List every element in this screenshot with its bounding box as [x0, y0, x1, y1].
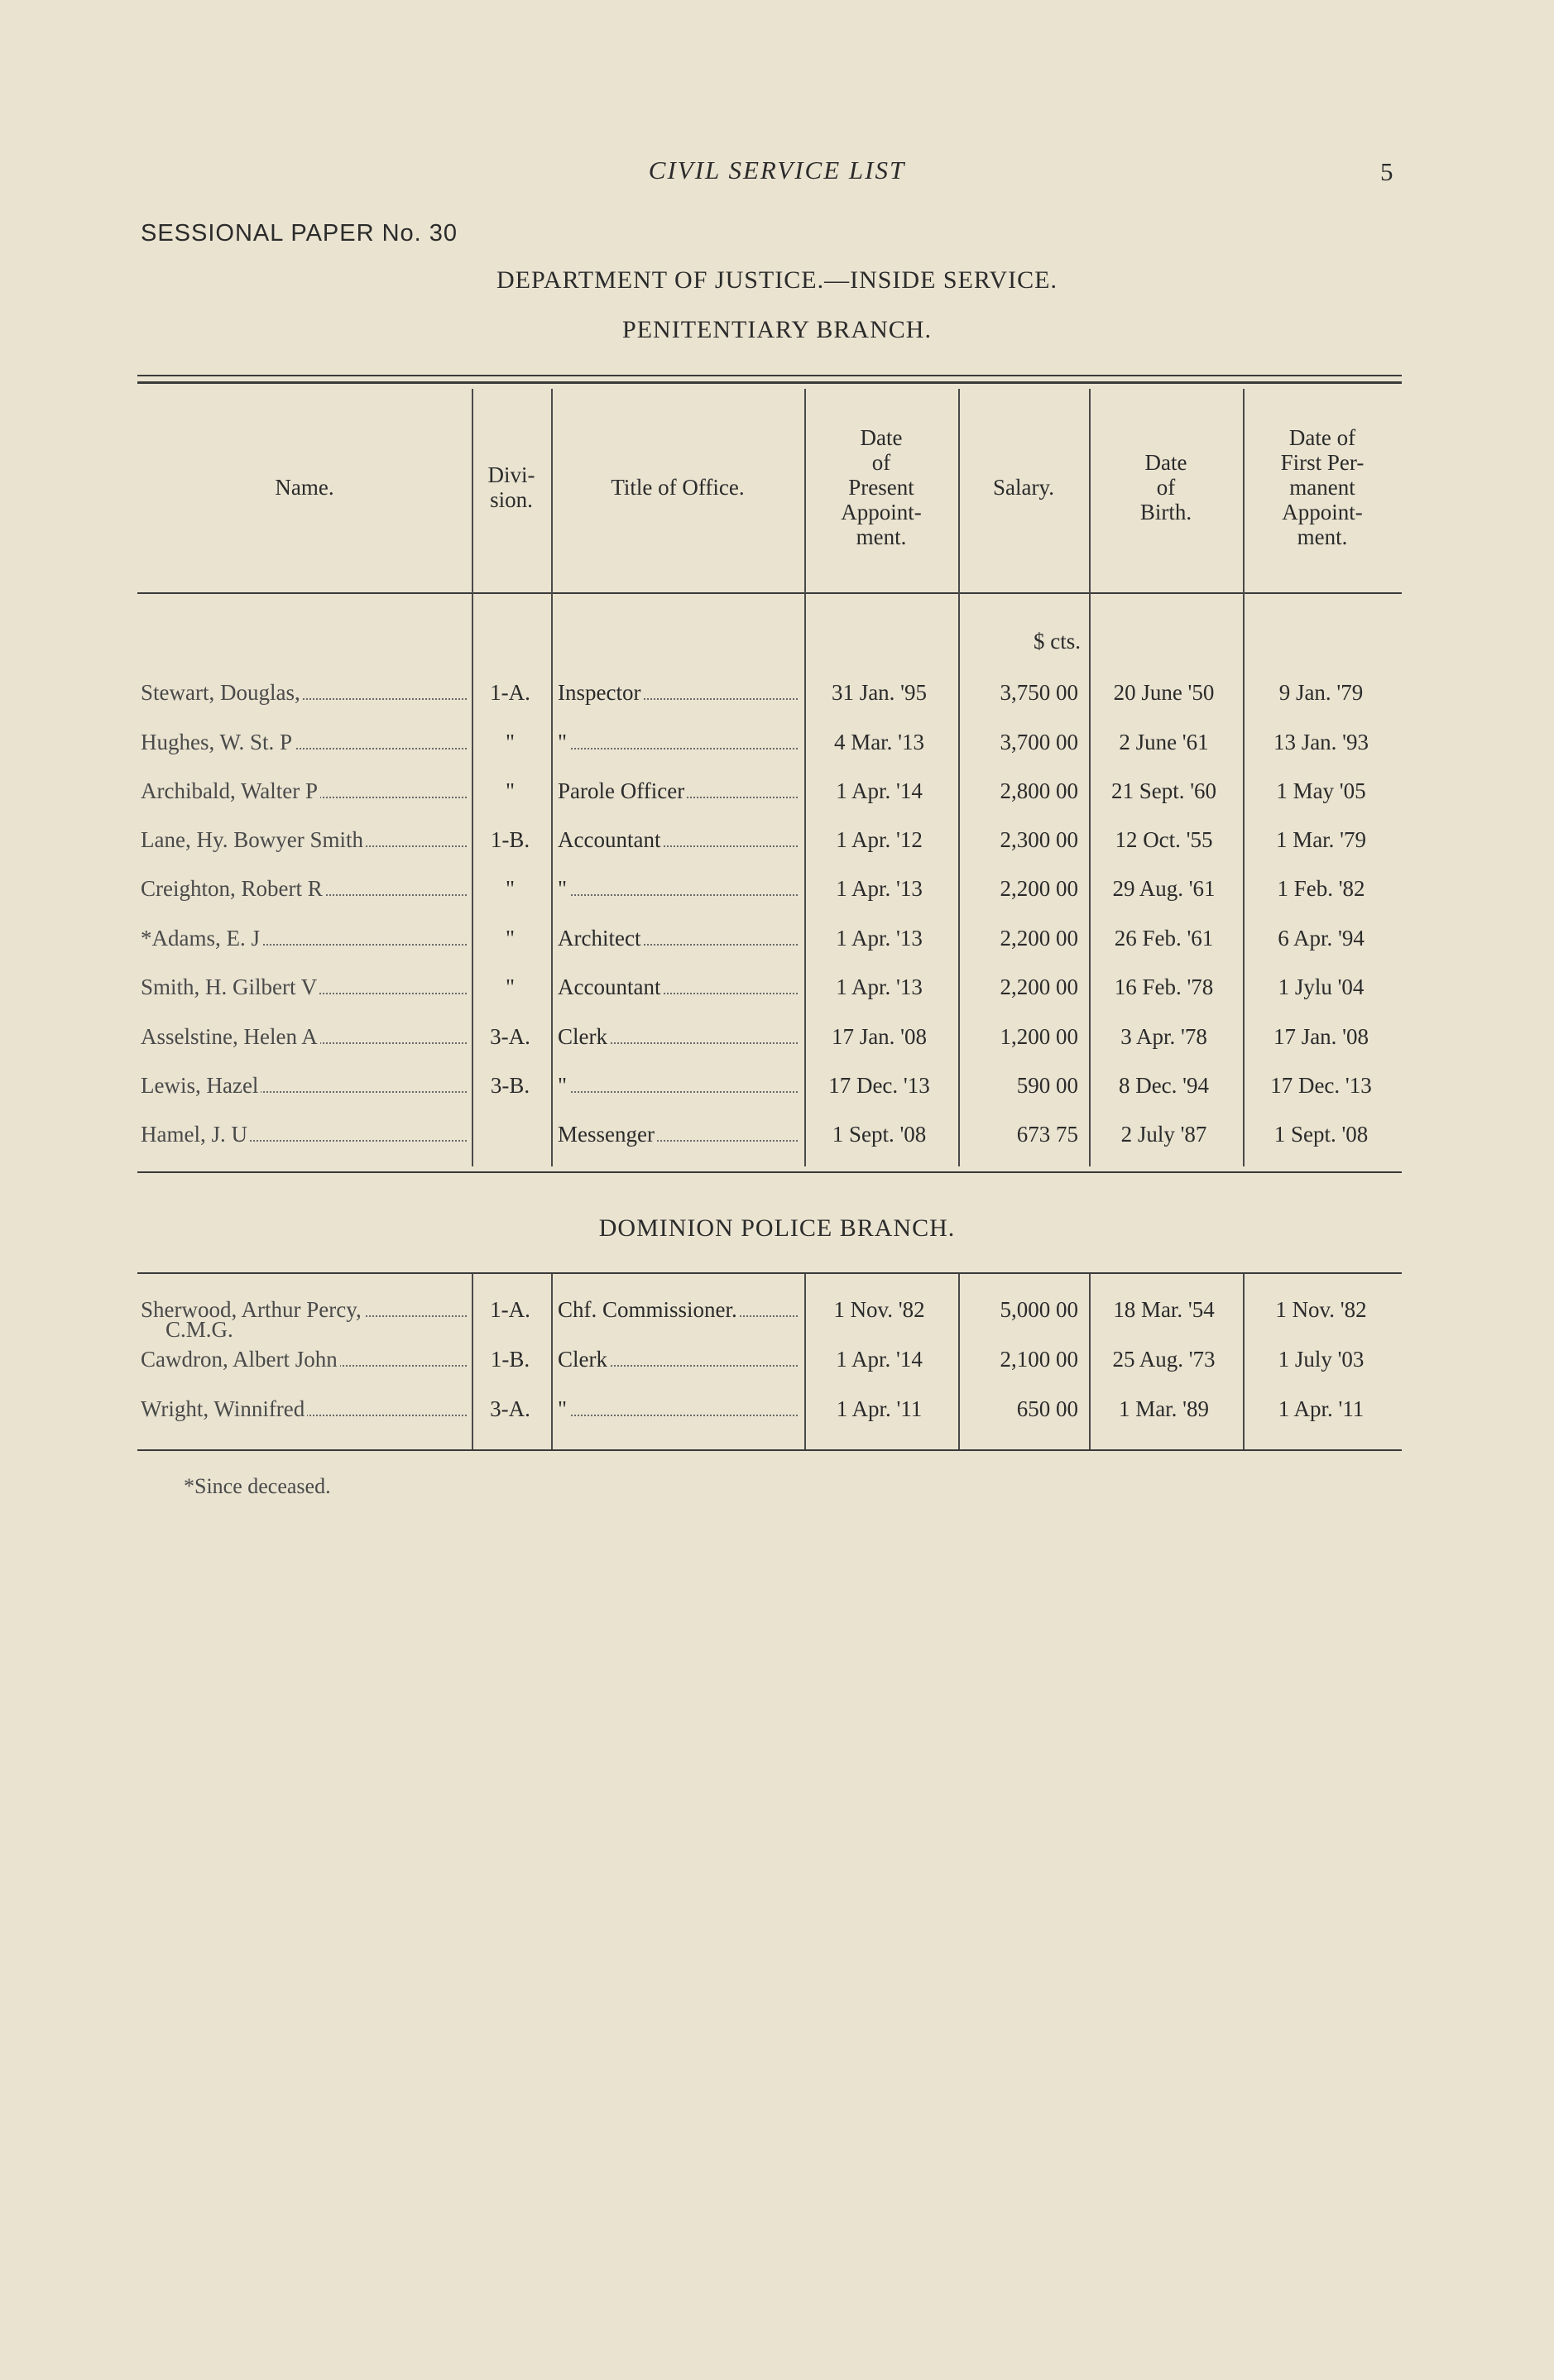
dot-leader [558, 1415, 798, 1416]
table-cell-division [473, 874, 549, 903]
cell-text: " [558, 1396, 569, 1421]
cell-text: 3-B. [491, 1073, 532, 1098]
cell-text: 1 Jylu '04 [1278, 975, 1367, 999]
table-cell-division [473, 973, 549, 1001]
table-cell-first [1245, 1071, 1400, 1099]
table-cell-first [1245, 973, 1400, 1001]
header-bottom-rule [137, 592, 1402, 594]
cell-text: 25 Aug. '73 [1112, 1347, 1217, 1372]
column-header-birth: Date of Birth. [1139, 450, 1192, 524]
column-header-name: Name. [275, 475, 334, 500]
table-cell-name [141, 826, 470, 854]
table-cell-salary [960, 924, 1081, 952]
cell-text: 1 Apr. '13 [836, 926, 925, 951]
table-cell-birth [1091, 1295, 1240, 1324]
table-cell-name [141, 678, 470, 706]
dot-leader [558, 1091, 798, 1093]
table-cell-name [141, 874, 470, 903]
table-cell-title [558, 1071, 801, 1099]
table-cell-birth [1091, 1022, 1240, 1051]
penitentiary-branch-title: PENITENTIARY BRANCH. [622, 316, 932, 343]
table-cell-title [558, 924, 801, 952]
cell-text: " [506, 975, 517, 999]
cell-text: 1 Sept. '08 [832, 1122, 929, 1147]
table-cell-salary [960, 973, 1081, 1001]
table-cell-division [473, 678, 549, 706]
table-cell-division [473, 1022, 549, 1051]
cell-text: " [506, 876, 517, 901]
table-cell-name [141, 728, 470, 756]
table-cell-birth [1091, 1395, 1240, 1423]
dot-leader [558, 748, 798, 749]
cell-text: Smith, H. Gilbert V [141, 975, 319, 999]
cell-text: Accountant [558, 827, 663, 852]
cell-text: 4 Mar. '13 [834, 730, 927, 754]
running-title: CIVIL SERVICE LIST [648, 156, 906, 184]
cell-text: 1 Mar. '79 [1276, 827, 1369, 852]
cell-text: Clerk [558, 1347, 610, 1372]
table-cell-birth [1091, 1120, 1240, 1148]
table-cell-salary [960, 874, 1081, 903]
cell-text: Chf. Commissioner. [558, 1297, 740, 1322]
table-cell-division [473, 777, 549, 805]
table-cell-division [473, 1295, 549, 1324]
table-cell-present [806, 1395, 955, 1423]
cell-text: 1 Apr. '14 [836, 1347, 925, 1372]
footnote: *Since deceased. [184, 1474, 331, 1498]
table-cell-first [1245, 1395, 1400, 1423]
cell-text: 1 Feb. '82 [1277, 876, 1367, 901]
table-cell-present [806, 777, 955, 805]
table-cell-present [806, 1071, 955, 1099]
cell-text: 9 Jan. '79 [1279, 680, 1366, 705]
table-cell-salary [960, 728, 1081, 756]
cell-text: Clerk [558, 1024, 610, 1049]
cell-text: 17 Dec. '13 [1270, 1073, 1374, 1098]
table-cell-first [1245, 678, 1400, 706]
cell-text: 1 Apr. '12 [836, 827, 925, 852]
table-cell-present [806, 1345, 955, 1373]
cell-text: 1 Nov. '82 [833, 1297, 927, 1322]
cell-text: Architect [558, 926, 643, 951]
cell-text: 1-B. [491, 827, 532, 852]
table-cell-salary [960, 1120, 1081, 1148]
table-cell-present [806, 1120, 955, 1148]
cell-text: 673 75 [1017, 1122, 1081, 1147]
cell-text: 1 May '05 [1276, 778, 1368, 803]
table-cell-title [558, 728, 801, 756]
cell-text: 3 Apr. '78 [1120, 1024, 1210, 1049]
cell-text: " [558, 730, 569, 754]
cell-text: *Adams, E. J [141, 926, 262, 951]
table-cell-birth [1091, 678, 1240, 706]
table-cell-title [558, 1345, 801, 1373]
sessional-paper-label: SESSIONAL PAPER No. 30 [141, 220, 458, 247]
cell-text: 1-A. [490, 1297, 533, 1322]
cell-text: 8 Dec. '94 [1119, 1073, 1211, 1098]
cell-text: 1 Apr. '14 [836, 778, 925, 803]
table-cell-division [473, 924, 549, 952]
table-cell-present [806, 1022, 955, 1051]
column-header-first-appointment: Date of First Per- manent Appoint- ment. [1280, 425, 1365, 549]
cell-text: " [558, 876, 569, 901]
cell-text: 12 Oct. '55 [1115, 827, 1215, 852]
cell-text: 3,700 00 [1000, 730, 1082, 754]
cell-text: 2,200 00 [1000, 926, 1082, 951]
cell-text: 3-A. [490, 1396, 533, 1421]
cell-text: Lane, Hy. Bowyer Smith [141, 827, 366, 852]
column-divider [551, 1274, 553, 1449]
cell-text: 1 Nov. '82 [1275, 1297, 1369, 1322]
cell-text: 590 00 [1017, 1073, 1081, 1098]
police-branch-title: DOMINION POLICE BRANCH. [598, 1214, 956, 1242]
table-cell-title [558, 1022, 801, 1051]
cell-text: 3-A. [490, 1024, 533, 1049]
table-cell-first [1245, 1295, 1400, 1324]
cell-text: " [558, 1073, 569, 1098]
table-cell-birth [1091, 924, 1240, 952]
cell-text: 2,200 00 [1000, 876, 1082, 901]
cell-text: Stewart, Douglas, [141, 680, 303, 705]
table-cell-title [558, 826, 801, 854]
table-cell-name [141, 1345, 470, 1373]
cell-text: 21 Sept. '60 [1111, 778, 1219, 803]
table-cell-first [1245, 1120, 1400, 1148]
column-header-salary: Salary. [993, 475, 1054, 500]
column-header-division: Divi- sion. [487, 462, 535, 512]
table-cell-salary [960, 1345, 1081, 1373]
cell-text: Hamel, J. U [141, 1122, 250, 1147]
table-cell-present [806, 678, 955, 706]
cell-text: 13 Jan. '93 [1273, 730, 1371, 754]
table-cell-first [1245, 826, 1400, 854]
cell-text: 17 Jan. '08 [1273, 1024, 1371, 1049]
dot-leader [558, 894, 798, 896]
table-top-rule [137, 375, 1402, 376]
table-cell-birth [1091, 874, 1240, 903]
cell-text: 20 June '50 [1114, 680, 1217, 705]
table-cell-birth [1091, 826, 1240, 854]
table-cell-name [141, 1395, 470, 1423]
table-cell-first [1245, 874, 1400, 903]
table-cell-division [473, 1120, 549, 1148]
table-cell-title [558, 973, 801, 1001]
table-cell-birth [1091, 1071, 1240, 1099]
table-cell-present [806, 874, 955, 903]
penitentiary-bottom-rule [137, 1171, 1402, 1173]
cell-text: Messenger [558, 1122, 657, 1147]
table-cell-name [141, 777, 470, 805]
cell-text: 2,200 00 [1000, 975, 1082, 999]
cell-text: " [506, 926, 517, 951]
table-cell-birth [1091, 1345, 1240, 1373]
table-cell-first [1245, 728, 1400, 756]
cell-text: 2,800 00 [1000, 778, 1082, 803]
table-cell-salary [960, 1395, 1081, 1423]
cell-text: 17 Jan. '08 [832, 1024, 929, 1049]
table-cell-salary [960, 678, 1081, 706]
cell-text: Lewis, Hazel [141, 1073, 261, 1098]
table-cell-title [558, 777, 801, 805]
cell-text: 29 Aug. '61 [1112, 876, 1217, 901]
table-cell-name [141, 1120, 470, 1148]
table-cell-title [558, 678, 801, 706]
police-top-rule [137, 1272, 1402, 1274]
cell-text: Creighton, Robert R [141, 876, 325, 901]
cell-text: 1 Apr. '13 [836, 876, 925, 901]
cell-text: 26 Feb. '61 [1115, 926, 1216, 951]
cell-text: 31 Jan. '95 [832, 680, 929, 705]
cell-text: 1,200 00 [1000, 1024, 1082, 1049]
table-cell-division [473, 1071, 549, 1099]
cell-text: Parole Officer [558, 778, 687, 803]
cell-text: 17 Dec. '13 [828, 1073, 933, 1098]
cell-text: Inspector [558, 680, 643, 705]
table-cell-present [806, 728, 955, 756]
table-cell-name [141, 924, 470, 952]
table-cell-salary [960, 1022, 1081, 1051]
table-cell-name [141, 1022, 470, 1051]
table-cell-title [558, 1395, 801, 1423]
table-cell-name [141, 973, 470, 1001]
table-cell-first [1245, 1022, 1400, 1051]
column-header-title: Title of Office. [611, 475, 745, 500]
cell-text: Sherwood, Arthur Percy, [141, 1297, 364, 1322]
cell-text: 1-B. [491, 1347, 532, 1372]
table-cell-division [473, 1395, 549, 1423]
cell-text: Accountant [558, 975, 663, 999]
department-title: DEPARTMENT OF JUSTICE.—INSIDE SERVICE. [496, 266, 1058, 294]
salary-units-label: $ cts. [1034, 629, 1081, 654]
table-cell-salary [960, 1071, 1081, 1099]
cell-text: Asselstine, Helen A [141, 1024, 320, 1049]
cell-text: 18 Mar. '54 [1113, 1297, 1217, 1322]
column-divider [551, 389, 553, 1166]
cell-text: " [506, 778, 517, 803]
cell-text: 1 July '03 [1278, 1347, 1367, 1372]
table-cell-division [473, 1345, 549, 1373]
table-cell-salary [960, 777, 1081, 805]
table-cell-present [806, 973, 955, 1001]
cell-text: Archibald, Walter P [141, 778, 320, 803]
table-cell-title [558, 874, 801, 903]
table-cell-salary [960, 1295, 1081, 1324]
table-cell-division [473, 826, 549, 854]
cell-text: 1 Sept. '08 [1274, 1122, 1371, 1147]
cell-text: 6 Apr. '94 [1278, 926, 1367, 951]
table-cell-birth [1091, 728, 1240, 756]
table-cell-name [141, 1071, 470, 1099]
cell-text: Hughes, W. St. P [141, 730, 295, 754]
cell-text: 5,000 00 [1000, 1297, 1082, 1322]
page-number: 5 [1380, 157, 1393, 186]
cell-text: 2 July '87 [1121, 1122, 1210, 1147]
cell-text: 1-A. [490, 680, 533, 705]
cell-text: 2,300 00 [1000, 827, 1082, 852]
cell-text: 650 00 [1017, 1396, 1081, 1421]
table-cell-birth [1091, 777, 1240, 805]
table-cell-present [806, 1295, 955, 1324]
column-header-present-appointment: Date of Present Appoint- ment. [841, 425, 922, 549]
cell-text: 3,750 00 [1000, 680, 1082, 705]
cell-text: Cawdron, Albert John [141, 1347, 340, 1372]
cell-text: 1 Apr. '11 [837, 1396, 925, 1421]
cell-text: 2,100 00 [1000, 1347, 1082, 1372]
cell-text: " [506, 730, 517, 754]
police-bottom-rule [137, 1449, 1402, 1451]
table-cell-name-continuation: C.M.G. [165, 1317, 233, 1342]
table-cell-first [1245, 924, 1400, 952]
table-cell-present [806, 826, 955, 854]
table-cell-present [806, 924, 955, 952]
table-cell-division [473, 728, 549, 756]
cell-text [511, 1122, 513, 1147]
cell-text: 16 Feb. '78 [1115, 975, 1216, 999]
table-cell-first [1245, 777, 1400, 805]
table-cell-birth [1091, 973, 1240, 1001]
table-cell-first [1245, 1345, 1400, 1373]
table-cell-title [558, 1295, 801, 1324]
cell-text: Wright, Winnifred [141, 1396, 307, 1421]
table-cell-title [558, 1120, 801, 1148]
cell-text: 1 Mar. '89 [1119, 1396, 1211, 1421]
table-cell-salary [960, 826, 1081, 854]
cell-text: 1 Apr. '13 [836, 975, 925, 999]
cell-text: 1 Apr. '11 [1278, 1396, 1367, 1421]
cell-text: 2 June '61 [1119, 730, 1211, 754]
